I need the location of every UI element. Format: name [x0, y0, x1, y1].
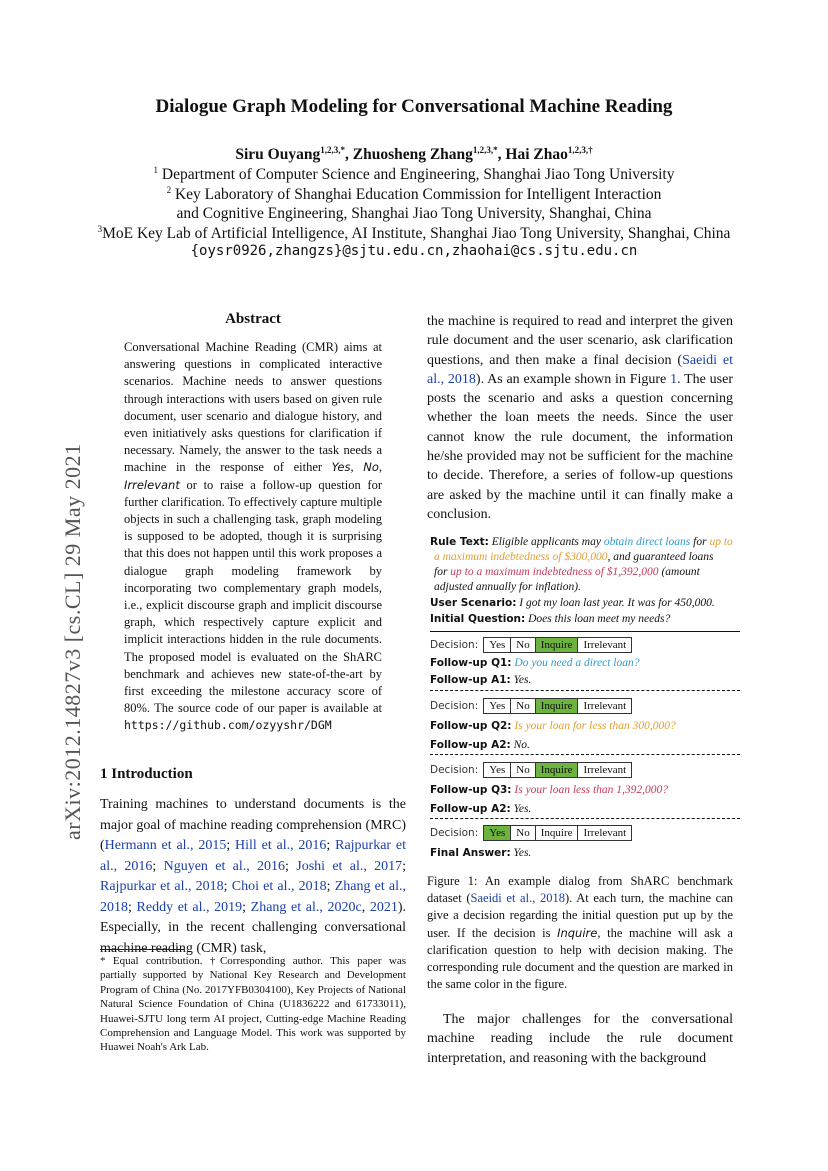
cite-sep: ;	[326, 838, 336, 853]
rule-text-line	[430, 535, 733, 550]
rule-text-line	[434, 565, 700, 580]
author-name: Hai Zhao	[505, 146, 568, 163]
intro-text: the machine is required to read and interpret the given rule document and the user scenario, ask clarification questions, and then make a final decision (	[427, 314, 733, 368]
paper-title: Dialogue Graph Modeling for Conversational Machine Reading	[155, 96, 673, 117]
decision-yes: Yes	[483, 825, 511, 841]
fig-text: Is your loan less than 1,392,000?	[514, 784, 669, 796]
fig-text: No.	[513, 739, 530, 751]
decision-no: No	[510, 825, 535, 841]
decision-label: Decision:	[430, 827, 479, 839]
affil-mark: 3	[97, 223, 103, 234]
fig-text: I got my loan last year. It was for 450,000.	[519, 597, 715, 609]
followup-answer	[430, 673, 531, 688]
author-emails: {oysr0926,zhangzs}@sjtu.edu.cn,zhaohai@cs.sjtu.edu.cn	[190, 243, 638, 259]
fig-text: (amount	[658, 566, 700, 578]
fig-text: Yes.	[513, 803, 532, 815]
citation[interactable]: Hill et al., 2016	[235, 838, 327, 853]
decision-irrelevant: Irrelevant	[577, 762, 632, 778]
turn-separator	[430, 754, 740, 755]
fig-label: Follow-up A2:	[430, 803, 511, 815]
abstract-body	[124, 339, 382, 735]
affil-text: Department of Computer Science and Engineering, Shanghai Jiao Tong University	[161, 166, 675, 183]
fig-label: Follow-up Q2:	[430, 720, 512, 732]
cite-sep: ;	[226, 838, 236, 853]
decision-yes: Yes	[483, 762, 511, 778]
citation[interactable]: Joshi et al., 2017	[296, 858, 403, 874]
fig-text: for	[434, 566, 451, 578]
intro-text: Training machines to understand documents is the major goal of machine reading comprehension (MRC) (	[100, 797, 406, 853]
decision-row	[430, 698, 632, 714]
citation[interactable]: Nguyen et al., 2016	[163, 858, 286, 874]
intro-text: ). Especially, in the recent challenging conversational machine reading (CMR) task,	[100, 899, 407, 956]
citation[interactable]: Zhang et al., 2018	[100, 879, 407, 915]
decision-row	[430, 762, 632, 778]
affil-text: Key Laboratory of Shanghai Education Commission for Intelligent Interaction	[174, 186, 662, 203]
intro-text: ). As an example shown in Figure	[475, 371, 671, 387]
citation[interactable]: Reddy et al., 2019	[136, 899, 243, 915]
rule-text-line	[434, 580, 581, 595]
cite-sep: ;	[223, 879, 232, 894]
author-marks: 1,2,3,*	[472, 144, 498, 155]
fig-text: Is your loan for less than 300,000?	[514, 720, 676, 732]
cite-sep: ;	[128, 899, 137, 915]
fig-text: for	[690, 536, 710, 548]
decision-no: No	[510, 762, 535, 778]
abstract-sep: ,	[350, 460, 364, 475]
affil-text: and Cognitive Engineering, Shanghai Jiao Tong University, Shanghai, China	[176, 205, 652, 222]
caption-text: Figure 1: An example dialog from ShARC benchmark dataset (	[427, 874, 733, 906]
author-marks: 1,2,3,*	[320, 144, 345, 155]
rule-text-line	[434, 550, 714, 565]
followup-question	[430, 656, 639, 671]
footnote: * Equal contribution. †Corresponding author. This paper was partially supported by National Key Research and Development Program of China (No. 2017YFB0304100), Key Projects of National Natural Science Foundation of China (U1836222 and 61733011), Huawei-SJTU long term AI project, Cutting-edge Machine Reading Comprehension and Language Model. This work was supported by Huawei Noah's Ark Lab.	[100, 955, 406, 1054]
fig-text: Do you need a direct loan?	[514, 657, 640, 669]
cite-sep: ;	[242, 899, 251, 915]
decision-yes: Yes	[483, 698, 511, 714]
fig-label: Rule Text:	[430, 536, 489, 548]
figure-ref[interactable]: 1	[670, 371, 678, 387]
followup-answer	[430, 738, 530, 753]
caption-text: ). At each turn, the machine can give a decision regarding the initial question put up by the user. If the decision is	[427, 891, 733, 940]
cite-sep: ;	[402, 858, 407, 874]
affil-mark: 2	[166, 184, 172, 195]
fig-label: Follow-up Q3:	[430, 784, 512, 796]
decision-inquire: Inquire	[535, 637, 579, 653]
fig-label: Follow-up A1:	[430, 674, 511, 686]
turn-separator	[430, 818, 740, 819]
abstract-yes: Yes	[331, 460, 351, 475]
citation[interactable]: Zhang et al., 2020c	[250, 899, 362, 915]
fig-label: User Scenario:	[430, 597, 517, 609]
fig-highlight-red: up to a maximum indebtedness of $1,392,000	[450, 566, 659, 578]
section-heading: 1 Introduction	[100, 766, 193, 782]
followup-question	[430, 783, 668, 798]
fig-highlight-blue: obtain direct loans	[603, 536, 691, 548]
abstract-no: No	[363, 460, 379, 475]
affiliation-2-cont	[0, 204, 828, 224]
abstract-sep: ,	[378, 460, 382, 475]
cite-sep: ;	[326, 879, 335, 894]
fig-text: Yes.	[513, 674, 532, 686]
decision-row	[430, 637, 632, 653]
cite-sep: ,	[361, 899, 370, 915]
decision-row	[430, 825, 632, 841]
affil-text: MoE Key Lab of Artificial Intelligence, AI Institute, Shanghai Jiao Tong University, Shanghai, China	[102, 225, 731, 242]
affil-mark: 1	[153, 164, 159, 175]
citation[interactable]: 2021	[369, 899, 398, 915]
intro-text: . The user posts the scenario and asks a question concerning whether the loan meets the needs. Since the user cannot know the rule document, the information he/she provided may not be sufficient for the machine to decide. Therefore, a series of follow-up questions are asked by the machine until it can finally make a conclusion.	[427, 371, 733, 522]
fig-text: Does this loan meet my needs?	[528, 613, 671, 625]
arxiv-sidebar	[20, 360, 85, 840]
code-link[interactable]: https://github.com/ozyyshr/DGM	[124, 718, 332, 733]
fig-text: , and guaranteed loans	[607, 551, 714, 563]
author-name: Zhuosheng Zhang	[352, 146, 473, 163]
decision-inquire: Inquire	[535, 762, 579, 778]
initial-question	[430, 612, 670, 627]
decision-no: No	[510, 698, 535, 714]
fig-label: Final Answer:	[430, 847, 511, 859]
decision-irrelevant: Irrelevant	[577, 825, 632, 841]
fig-text: Yes.	[513, 847, 532, 859]
decision-inquire: Inquire	[535, 825, 579, 841]
user-scenario	[430, 596, 715, 611]
abstract-text: Conversational Machine Reading (CMR) aims at answering questions in complicated interactive scenarios. Machine needs to answer questions through interactions with users based on given rule document, user scenario and dialogue history, and even initiatively asks questions for clarification if necessary. Namely, the answer to the task needs a machine in the response of either	[124, 340, 382, 475]
cite-sep: ;	[152, 858, 164, 874]
fig-highlight-orange: a maximum indebtedness of $300,000	[434, 551, 608, 563]
decision-label: Decision:	[430, 764, 479, 776]
followup-answer	[430, 802, 531, 817]
affiliation-2	[0, 185, 828, 205]
caption-inquire: Inquire	[557, 925, 598, 940]
decision-label: Decision:	[430, 700, 479, 712]
decision-irrelevant: Irrelevant	[577, 698, 632, 714]
citation[interactable]: Rajpurkar et al., 2018	[100, 879, 224, 894]
caption-text: , the machine will ask a clarification question to help with decision making. The corresponding rule document and the question are marked in the same color in the figure.	[427, 925, 733, 992]
citation[interactable]: Choi et al., 2018	[231, 879, 327, 894]
fig-highlight-orange: up to	[709, 536, 733, 548]
fig-label: Follow-up A2:	[430, 739, 511, 751]
turn-separator	[430, 690, 740, 691]
decision-inquire: Inquire	[535, 698, 579, 714]
paragraph-challenges: The major challenges for the conversational machine reading include the rule document interpretation, and reasoning with the background	[427, 1012, 733, 1066]
intro-paragraph-cont	[427, 312, 733, 524]
author-name: Siru Ouyang	[235, 146, 321, 163]
abstract-text: or to raise a follow-up question for further clarification. To effectively capture multiple objects in such a challenging task, graph modeling is supposed to be adopted, though it is surprising that this does not happen until this work proposes a dialogue graph modeling framework by incorporating two complementary graph models, i.e., explicit discourse graph and implicit discourse graph, which respectively capture explicit and implicit interactions hidden in the rule documents. The proposed model is evaluated on the ShARC benchmark and achieves new state-of-the-art by first exceeding the milestone accuracy score of 80%. The source code of our paper is available at	[124, 477, 382, 716]
decision-label: Decision:	[430, 639, 479, 651]
decision-yes: Yes	[483, 637, 511, 653]
followup-question	[430, 719, 676, 734]
fig-label: Initial Question:	[430, 613, 526, 625]
decision-irrelevant: Irrelevant	[577, 637, 632, 653]
author-list: Siru Ouyang$^{1,2,3,*}$, Zhuosheng Zhang$^{1,2,3,*}$, Hai Zhao$^{1,2,3,\dagger}$	[235, 144, 593, 163]
fig-label: Follow-up Q1:	[430, 657, 512, 669]
abstract-irrelevant: Irrelevant	[124, 477, 180, 492]
affiliation-1	[0, 165, 828, 185]
author-marks: 1,2,3,†	[567, 144, 593, 155]
citation[interactable]: Saeidi et al., 2018	[427, 352, 733, 387]
figure-caption	[427, 873, 733, 993]
affiliation-3	[0, 224, 828, 244]
intro-paragraph	[100, 795, 406, 959]
abstract-heading: Abstract	[225, 311, 281, 327]
final-answer	[430, 846, 531, 861]
footnote-rule	[100, 949, 184, 950]
figure-separator	[430, 631, 740, 632]
citation[interactable]: Saeidi et al., 2018	[470, 891, 565, 906]
cite-sep: ;	[285, 858, 297, 874]
arxiv-id: arXiv:2012.14827v3 [cs.CL] 29 May 2021	[60, 443, 85, 840]
fig-text: Eligible applicants may	[491, 536, 604, 548]
decision-no: No	[510, 637, 535, 653]
fig-text: adjusted annually for inflation).	[434, 581, 581, 593]
citation[interactable]: Rajpurkar et al., 2016	[100, 838, 406, 874]
citation[interactable]: Hermann et al., 2015	[104, 838, 227, 853]
